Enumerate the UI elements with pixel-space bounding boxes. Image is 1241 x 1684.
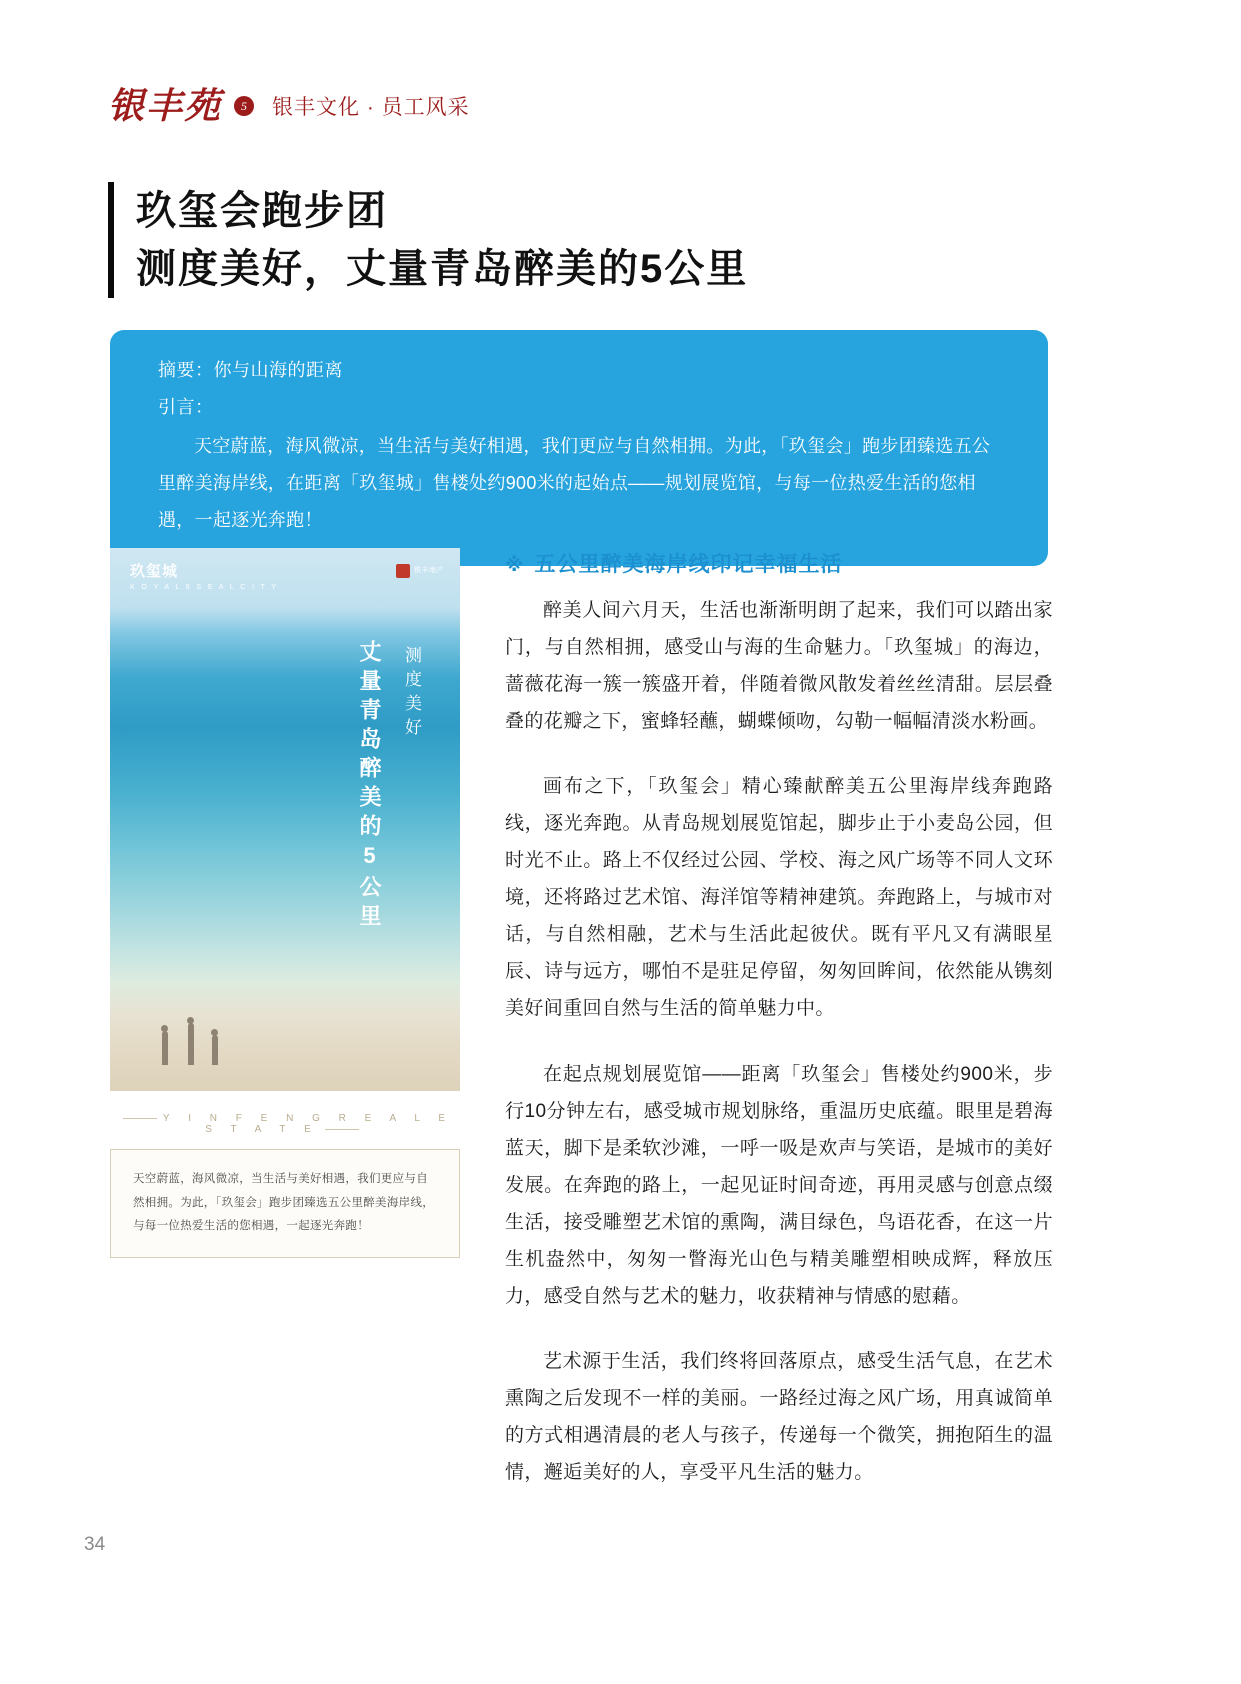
title-line-2: 测度美好，丈量青岛醉美的5公里 <box>136 247 749 291</box>
asterisk-icon: ※ <box>505 555 525 576</box>
magazine-logo: 银丰苑 <box>108 86 223 126</box>
runner-figure-c <box>212 1035 218 1065</box>
poster-image <box>110 548 460 1091</box>
runner-head-c <box>211 1029 218 1036</box>
poster-brand-en: K O Y A L 8 S E A L C I T Y <box>130 583 279 591</box>
article-paragraph: 画布之下，「玖玺会」精心臻献醉美五公里海岸线奔跑路线，逐光奔跑。从青岛规划展览馆起，脚步止于小麦岛公园，但时光不止。路上不仅经过公园、学校、海之风广场等不同人文环境，还将路过艺术馆、海洋馆等精神建筑。奔跑路上，与城市对话，与自然相融，艺术与生活此起彼伏。既有平凡又有满眼星辰、诗与远方，哪怕不是驻足停留，匆匆回眸间，依然能从镌刻美好间重回自然与生活的简单魅力中。 <box>505 776 1053 1020</box>
article-paragraph: 在起点规划展览馆——距离「玖玺会」售楼处约900米，步行10分钟左右，感受城市规划脉络，重温历史底蕴。眼里是碧海蓝天，脚下是柔软沙滩，一呼一吸是欢声与笑语，是城市的美好发展。在奔跑的路上，一起见证时间奇迹，再用灵感与创意点缀生活，接受雕塑艺术馆的熏陶，满目绿色，鸟语花香，在这一片生机盎然中，匆匆一瞥海光山色与精美雕塑相映成辉，释放压力，感受自然与艺术的魅力，收获精神与情感的慰藉。 <box>505 1063 1053 1307</box>
poster-vertical-sub: 测度美好 <box>402 646 421 742</box>
article-column <box>505 548 1053 1519</box>
poster-vertical-text <box>354 640 424 933</box>
poster-caption-text: 天空蔚蓝，海风微凉，当生活与美好相遇，我们更应与自然相拥。为此，「玖玺会」跑步团臻选五公里醉美海岸线，与每一位热爱生活的您相遇，一起逐光奔跑！ <box>133 1173 435 1233</box>
runner-figure-a <box>162 1031 168 1065</box>
abstract-body: 天空蔚蓝，海风微凉，当生活与美好相遇，我们更应与自然相拥。为此，「玖玺会」跑步团臻选五公里醉美海岸线，在距离「玖玺城」售楼处约900米的起始点——规划展览馆，与每一位热爱生活的您相遇，一起逐光奔跑！ <box>158 435 991 530</box>
caption-divider <box>110 1113 460 1135</box>
logo-badge-icon: 5 <box>234 96 254 116</box>
section-heading <box>505 548 1053 578</box>
poster-developer-badge <box>396 564 444 578</box>
masthead <box>108 88 470 124</box>
poster-vertical-main: 丈量青岛醉美的5公里 <box>357 640 382 933</box>
divider-rule-right <box>325 1129 359 1130</box>
page-title <box>108 182 748 298</box>
section-heading-text: 五公里醉美海岸线印记幸福生活 <box>534 553 843 576</box>
abstract-intro-label: 引言： <box>158 396 214 417</box>
abstract-panel <box>110 330 1048 566</box>
divider-rule-left <box>123 1118 157 1119</box>
developer-logo-icon <box>396 564 410 578</box>
poster-brand-cn: 玖玺城 <box>130 563 179 580</box>
page-number: 34 <box>84 1534 106 1555</box>
article-paragraph: 艺术源于生活，我们终将回落原点，感受生活气息，在艺术熏陶之后发现不一样的美丽。一路经过海之风广场，用真诚简单的方式相遇清晨的老人与孩子，传递每一个微笑，拥抱陌生的温情，邂逅美好的人，享受平凡生活的魅力。 <box>505 1350 1053 1483</box>
caption-title-text: Y I N F E N G R E A L E S T A T E <box>162 1113 454 1135</box>
poster-column <box>110 548 460 1258</box>
article-paragraph: 醉美人间六月天，生活也渐渐明朗了起来，我们可以踏出家门，与自然相拥，感受山与海的生命魅力。「玖玺城」的海边，蔷薇花海一簇一簇盛开着，伴随着微风散发着丝丝清甜。层层叠叠的花瓣之下，蜜蜂轻蘸，蝴蝶倾吻，勾勒一幅幅清淡水粉画。 <box>505 600 1053 733</box>
title-line-1: 玖玺会跑步团 <box>136 189 388 233</box>
abstract-summary-label: 摘要：你与山海的距离 <box>158 360 343 380</box>
runner-head-b <box>187 1017 194 1024</box>
breadcrumb: 银丰文化 · 员工风采 <box>272 96 470 119</box>
poster-caption-box <box>110 1149 460 1258</box>
runner-figure-b <box>188 1023 194 1065</box>
runner-head-a <box>161 1025 168 1032</box>
poster-brand <box>130 564 278 591</box>
poster-runner-figures-icon <box>154 1013 264 1065</box>
poster-badge-text: 银丰地产 <box>414 566 444 574</box>
